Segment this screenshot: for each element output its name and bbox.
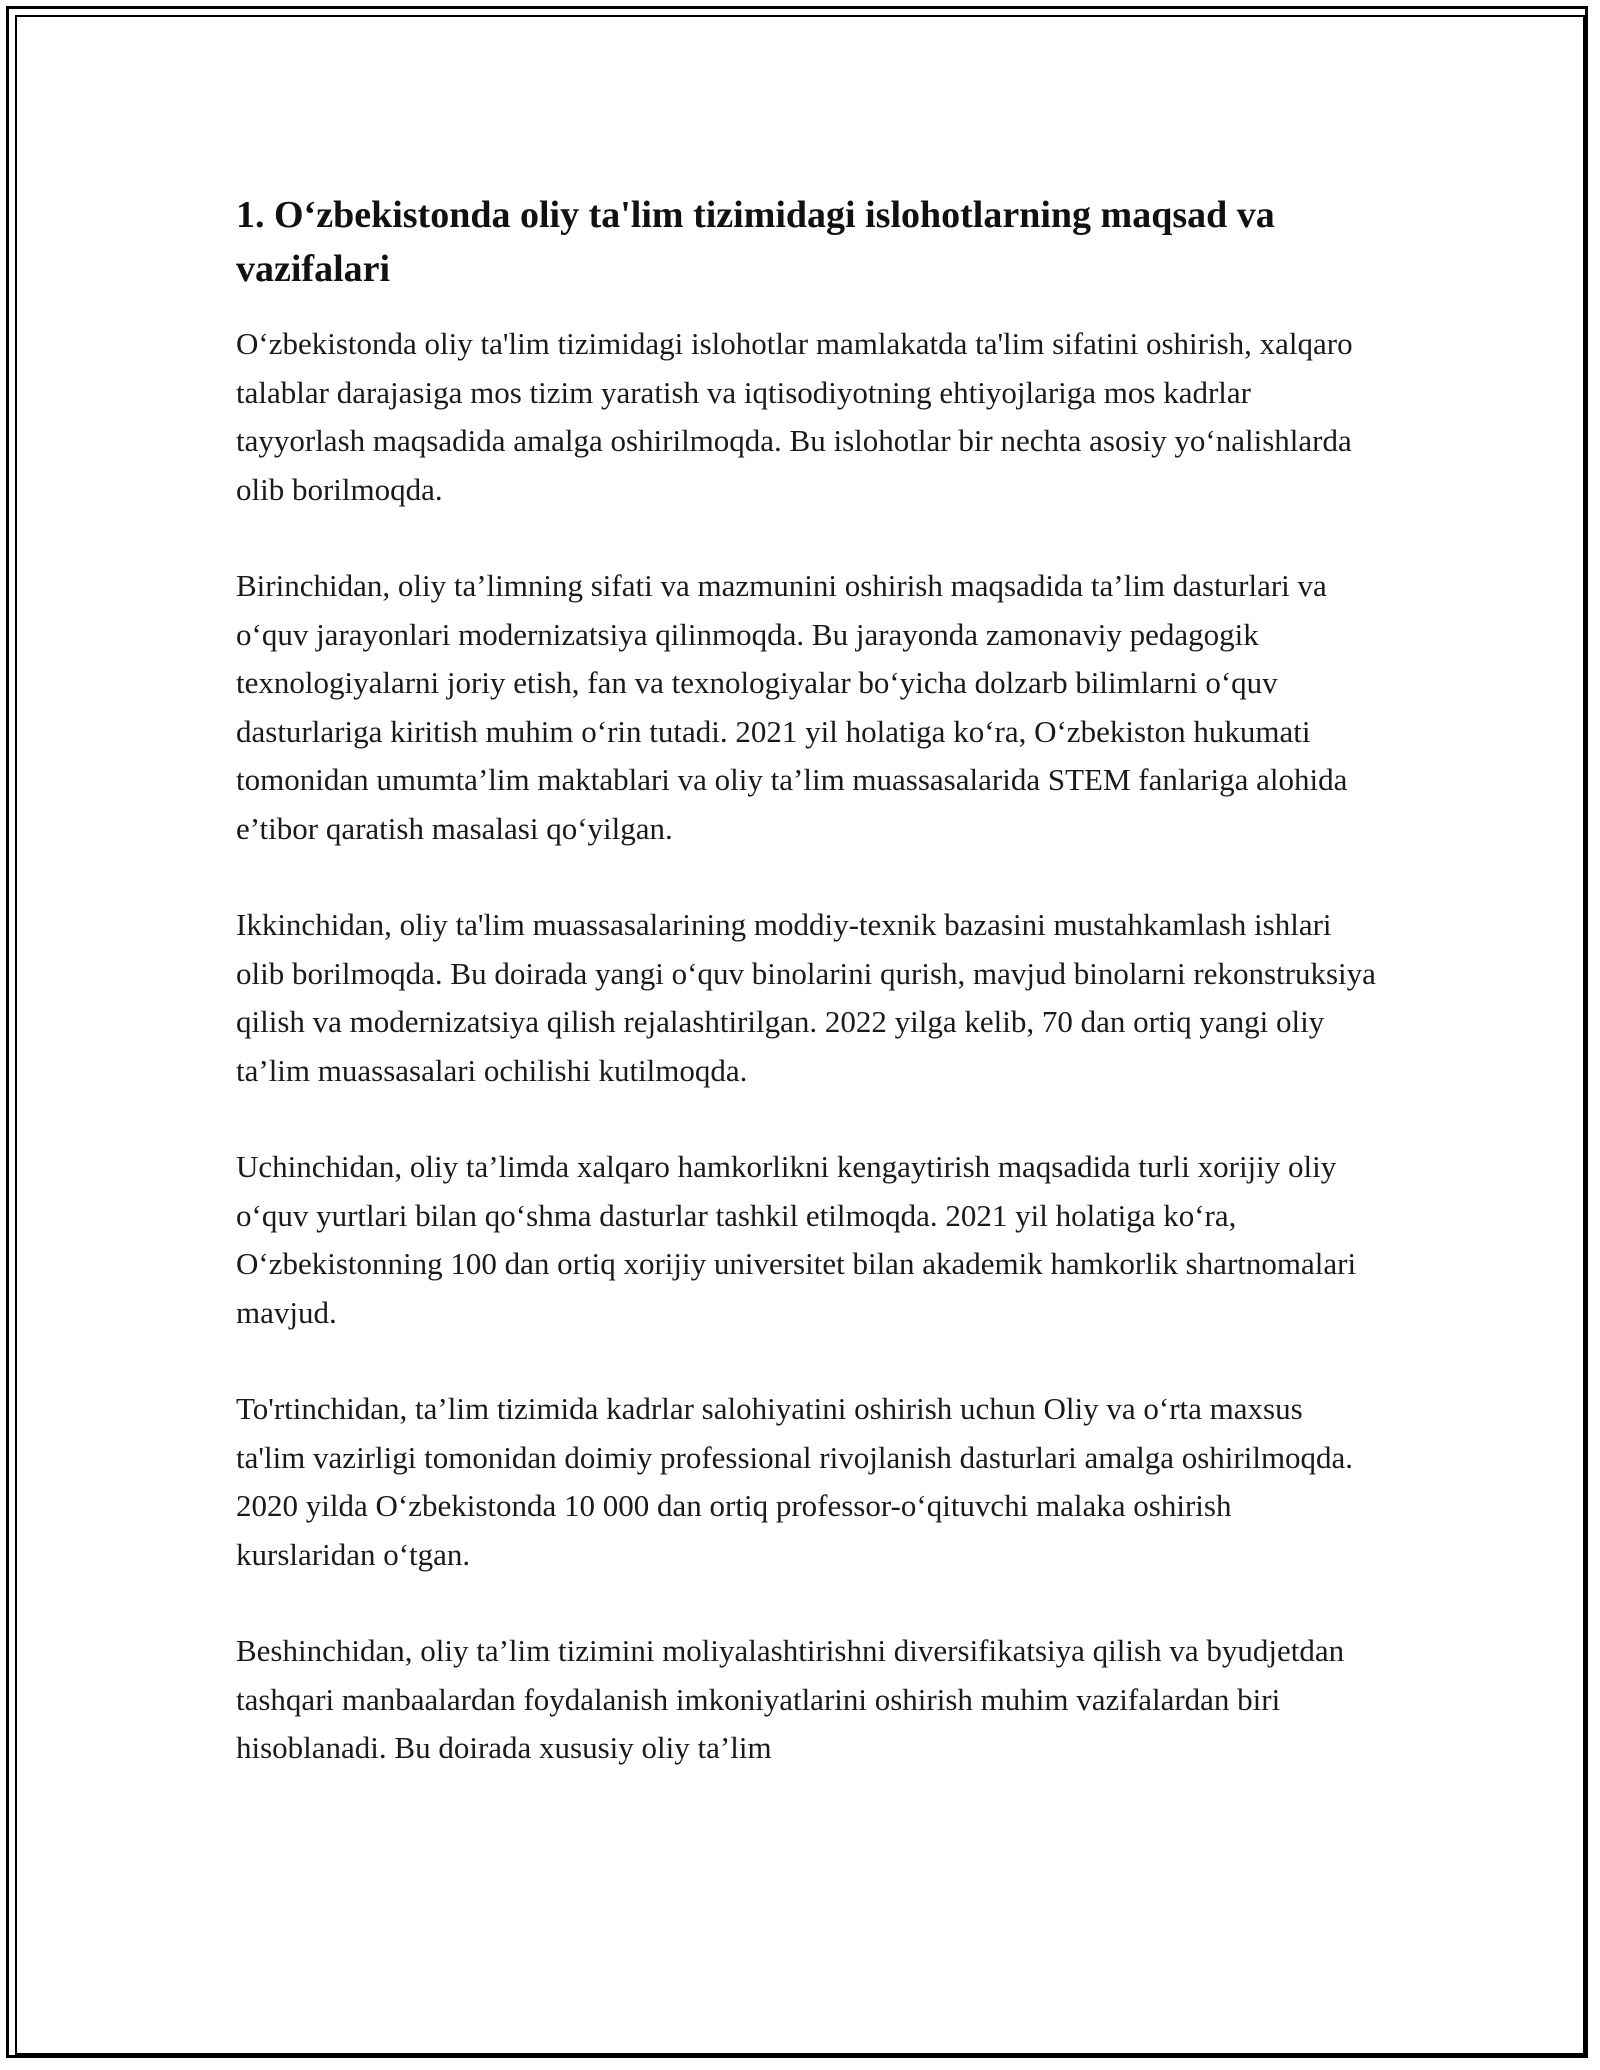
paragraph-fourth: To'rtinchidan, ta’lim tizimida kadrlar salohiyatini oshirish uchun Oliy va o‘rta maxsus ta'lim vazirligi tomonidan doimiy professional rivojlanish dasturlari amalga oshirilmoqda. 2020 yilda O‘zbekistonda 10 000 dan ortiq professor-o‘qituvchi malaka oshirish kurslaridan o‘tgan.	[236, 1391, 1354, 1572]
paragraph-third: Uchinchidan, oliy ta’limda xalqaro hamkorlikni kengaytirish maqsadida turli xorijiy oliy o‘quv yurtlari bilan qo‘shma dasturlar tashkil etilmoqda. 2021 yil holatiga ko‘ra, O‘zbekistonning 100 dan ortiq xorijiy universitet bilan akademik hamkorlik shartnomalari mavjud.	[236, 1149, 1357, 1330]
paragraph-first: Birinchidan, oliy ta’limning sifati va mazmunini oshirish maqsadida ta’lim dasturlari va o‘quv jarayonlari modernizatsiya qilinmoqda. Bu jarayonda zamonaviy pedagogik texnologiyalarni joriy etish, fan va texnologiyalar bo‘yicha dolzarb bilimlarni o‘quv dasturlariga kiritish muhim o‘rin tutadi. 2021 yil holatiga ko‘ra, O‘zbekiston hukumati tomonidan umumta’lim maktablari va oliy ta’lim muassasalarida STEM fanlariga alohida e’tibor qaratish masalasi qo‘yilgan.	[236, 568, 1348, 846]
paragraph-fifth: Beshinchidan, oliy ta’lim tizimini moliyalashtirishni diversifikatsiya qilish va byudjetdan tashqari manbaalardan foydalanish imkoniyatlarini oshirish muhim vazifalardan biri hisoblanadi. Bu doirada xususiy oliy ta’lim	[236, 1633, 1345, 1765]
paragraph-second: Ikkinchidan, oliy ta'lim muassasalarining moddiy-texnik bazasini mustahkamlash ishlari olib borilmoqda. Bu doirada yangi o‘quv binolarini qurish, mavjud binolarni rekonstruksiya qilish va modernizatsiya qilish rejalashtirilgan. 2022 yilga kelib, 70 dan ortiq yangi oliy ta’lim muassasalari ochilishi kutilmoqda.	[236, 907, 1376, 1088]
section-heading: 1. O‘zbekistonda oliy ta'lim tizimidagi islohotlarning maqsad va vazifalari	[236, 194, 1275, 290]
document-body	[236, 188, 1376, 1821]
paragraph-intro: O‘zbekistonda oliy ta'lim tizimidagi islohotlar mamlakatda ta'lim sifatini oshirish, xalqaro talablar darajasiga mos tizim yaratish va iqtisodiyotning ehtiyojlariga mos kadrlar tayyorlash maqsadida amalga oshirilmoqda. Bu islohotlar bir nechta asosiy yo‘nalishlarda olib borilmoqda.	[236, 326, 1353, 507]
